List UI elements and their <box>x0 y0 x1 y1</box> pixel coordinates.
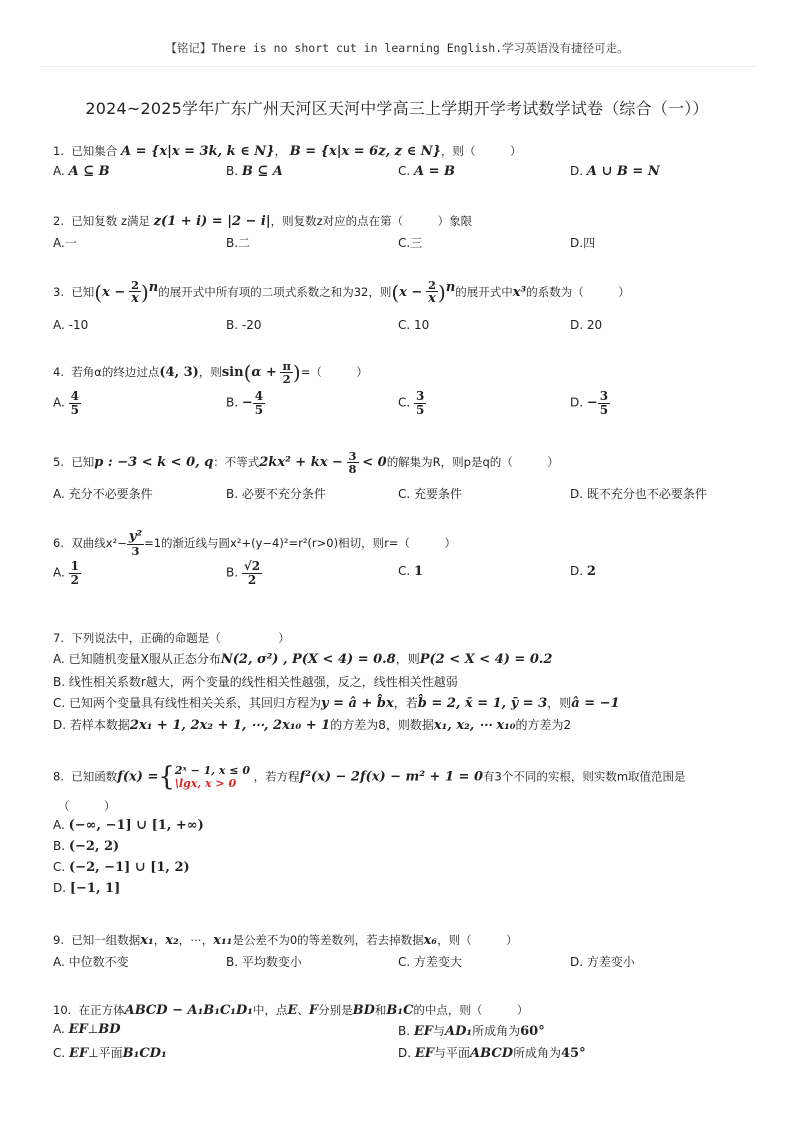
question-8-option-d: D. [−1, 1] <box>53 881 121 896</box>
question-3-option-c: C. 10 <box>398 318 430 332</box>
question-4-stem: 4. 若角α的终边过点(4, 3)，则sin(α + $\frac{\pi}{2}$ )=（ ） <box>53 359 368 387</box>
question-2-stem: 2. 已知复数 z满足 z(1 + i) = |2 − i|，则复数z对应的点在第（ ）象限 <box>53 214 473 229</box>
question-7-option-b: B. 线性相关系数r越大，两个变量的线性相关性越强，反之，线性相关性越弱 <box>53 675 458 689</box>
question-1-option-b: B. B ⊆ A <box>226 164 283 179</box>
header-divider <box>40 66 756 67</box>
question-8-paren: （ ） <box>58 799 116 813</box>
question-8-option-b: B. (−2, 2) <box>53 839 120 854</box>
question-7-option-d: D. 若样本数据2x₁ + 1, 2x₂ + 1, ⋯, 2x₁₀ + 1的方差为8，则数据x₁, x₂, ⋯ x₁₀的方差为2 <box>53 718 572 733</box>
page-title: 2024~2025学年广东广州天河区天河中学高三上学期开学考试数学试卷（综合（一）） <box>85 99 709 118</box>
question-8-option-c: C. (−2, −1] ∪ [1, 2) <box>53 860 190 875</box>
question-7-option-a: A. 已知随机变量X服从正态分布N(2, σ²) , P(X < 4) = 0.8，则P(2 < X < 4) = 0.2 <box>53 652 553 667</box>
question-3-stem: 3. 已知(x − $\frac{2}{x}$ )$^n$的展开式中所有项的二项式系数之和为32，则(x − $\frac{2}{x}$ )$^n$的展开式中x³的系数为（ ） <box>53 278 630 307</box>
question-9-option-a: A. 中位数不变 <box>53 955 129 969</box>
question-4-option-d: D. − $\frac{3}{5}$ <box>570 389 609 417</box>
question-3-option-b: B. -20 <box>226 318 262 332</box>
question-5-option-c: C. 充要条件 <box>398 487 463 501</box>
question-1-option-c: C. A = B <box>398 164 456 179</box>
question-10-stem: 10. 在正方体ABCD − A₁B₁C₁D₁中，点E、F分别是BD和B₁C的中点，则（ ） <box>53 1003 529 1018</box>
question-6-stem: 6. 双曲线x²− $\frac{\text{y²}}{3}$ =1的渐近线与圆x²+(y−4)²=r²(r>0)相切，则r=（ ） <box>53 529 456 558</box>
question-10-option-d: D. EF与平面ABCD所成角为45° <box>398 1046 586 1061</box>
question-9-option-b: B. 平均数变小 <box>226 955 302 969</box>
question-5-option-d: D. 既不充分也不必要条件 <box>570 487 707 501</box>
question-10-option-b: B. EF与AD₁所成角为60° <box>398 1024 545 1039</box>
question-2-option-d: D.四 <box>570 236 596 250</box>
question-6-option-a: A. $\frac{1}{2}$ <box>53 559 79 587</box>
question-3-option-a: A. -10 <box>53 318 89 332</box>
question-8-option-a: A. (−∞, −1] ∪ [1, +∞) <box>53 818 204 833</box>
question-6-option-b: B. $\frac{√2}{2}$ <box>226 559 261 587</box>
question-2-option-b: B.二 <box>226 236 251 250</box>
question-6-option-d: D. 2 <box>570 564 596 579</box>
question-7-stem: 7. 下列说法中，正确的命题是（ ） <box>53 631 290 645</box>
question-2-option-a: A.一 <box>53 236 77 250</box>
question-2-option-c: C.三 <box>398 236 423 250</box>
question-3-option-d: D. 20 <box>570 318 603 332</box>
question-4-option-b: B. − $\frac{4}{5}$ <box>226 389 264 417</box>
question-10-option-a: A. EF⊥BD <box>53 1022 121 1037</box>
question-6-option-c: C. 1 <box>398 564 424 579</box>
question-5-option-a: A. 充分不必要条件 <box>53 487 153 501</box>
question-5-stem: 5. 已知p : −3 < k < 0, q：不等式2kx² + kx − $\frac{3}{8}$ < 0的解集为R，则p是q的（ ） <box>53 449 559 477</box>
question-7-option-c: C. 已知两个变量具有线性相关关系，其回归方程为y = â + b̂x，若b̂ = 2, x̄ = 1, ȳ = 3，则â = −1 <box>53 696 620 711</box>
question-1-stem: 1. 已知集合 A = {x|x = 3k, k ∈ N}， B = {x|x = 6z, z ∈ N}，则（ ） <box>53 144 522 159</box>
header-motto: 【铭记】There is no short cut in learning English.学习英语没有捷径可走。 <box>165 41 629 55</box>
question-5-option-b: B. 必要不充分条件 <box>226 487 326 501</box>
question-1-option-d: D. A ∪ B = N <box>570 164 660 179</box>
question-4-option-a: A. $\frac{4}{5}$ <box>53 389 79 417</box>
question-8-stem: 8. 已知函数f(x) ={ 2ˣ − 1, x ≤ 0 \lgx, x > 0 ，若方程f²(x) − 2f(x) − m² + 1 = 0有3个不同的实根，则实数m取值范围是 <box>53 762 686 792</box>
question-9-option-c: C. 方差变大 <box>398 955 463 969</box>
question-9-stem: 9. 已知一组数据x₁，x₂，⋯，x₁₁是公差不为0的等差数列，若去掉数据x₆，则（ ） <box>53 933 518 948</box>
question-10-option-c: C. EF⊥平面B₁CD₁ <box>53 1046 167 1061</box>
question-1-option-a: A. A ⊆ B <box>53 164 110 179</box>
question-4-option-c: C. $\frac{3}{5}$ <box>398 389 425 417</box>
question-9-option-d: D. 方差变小 <box>570 955 635 969</box>
